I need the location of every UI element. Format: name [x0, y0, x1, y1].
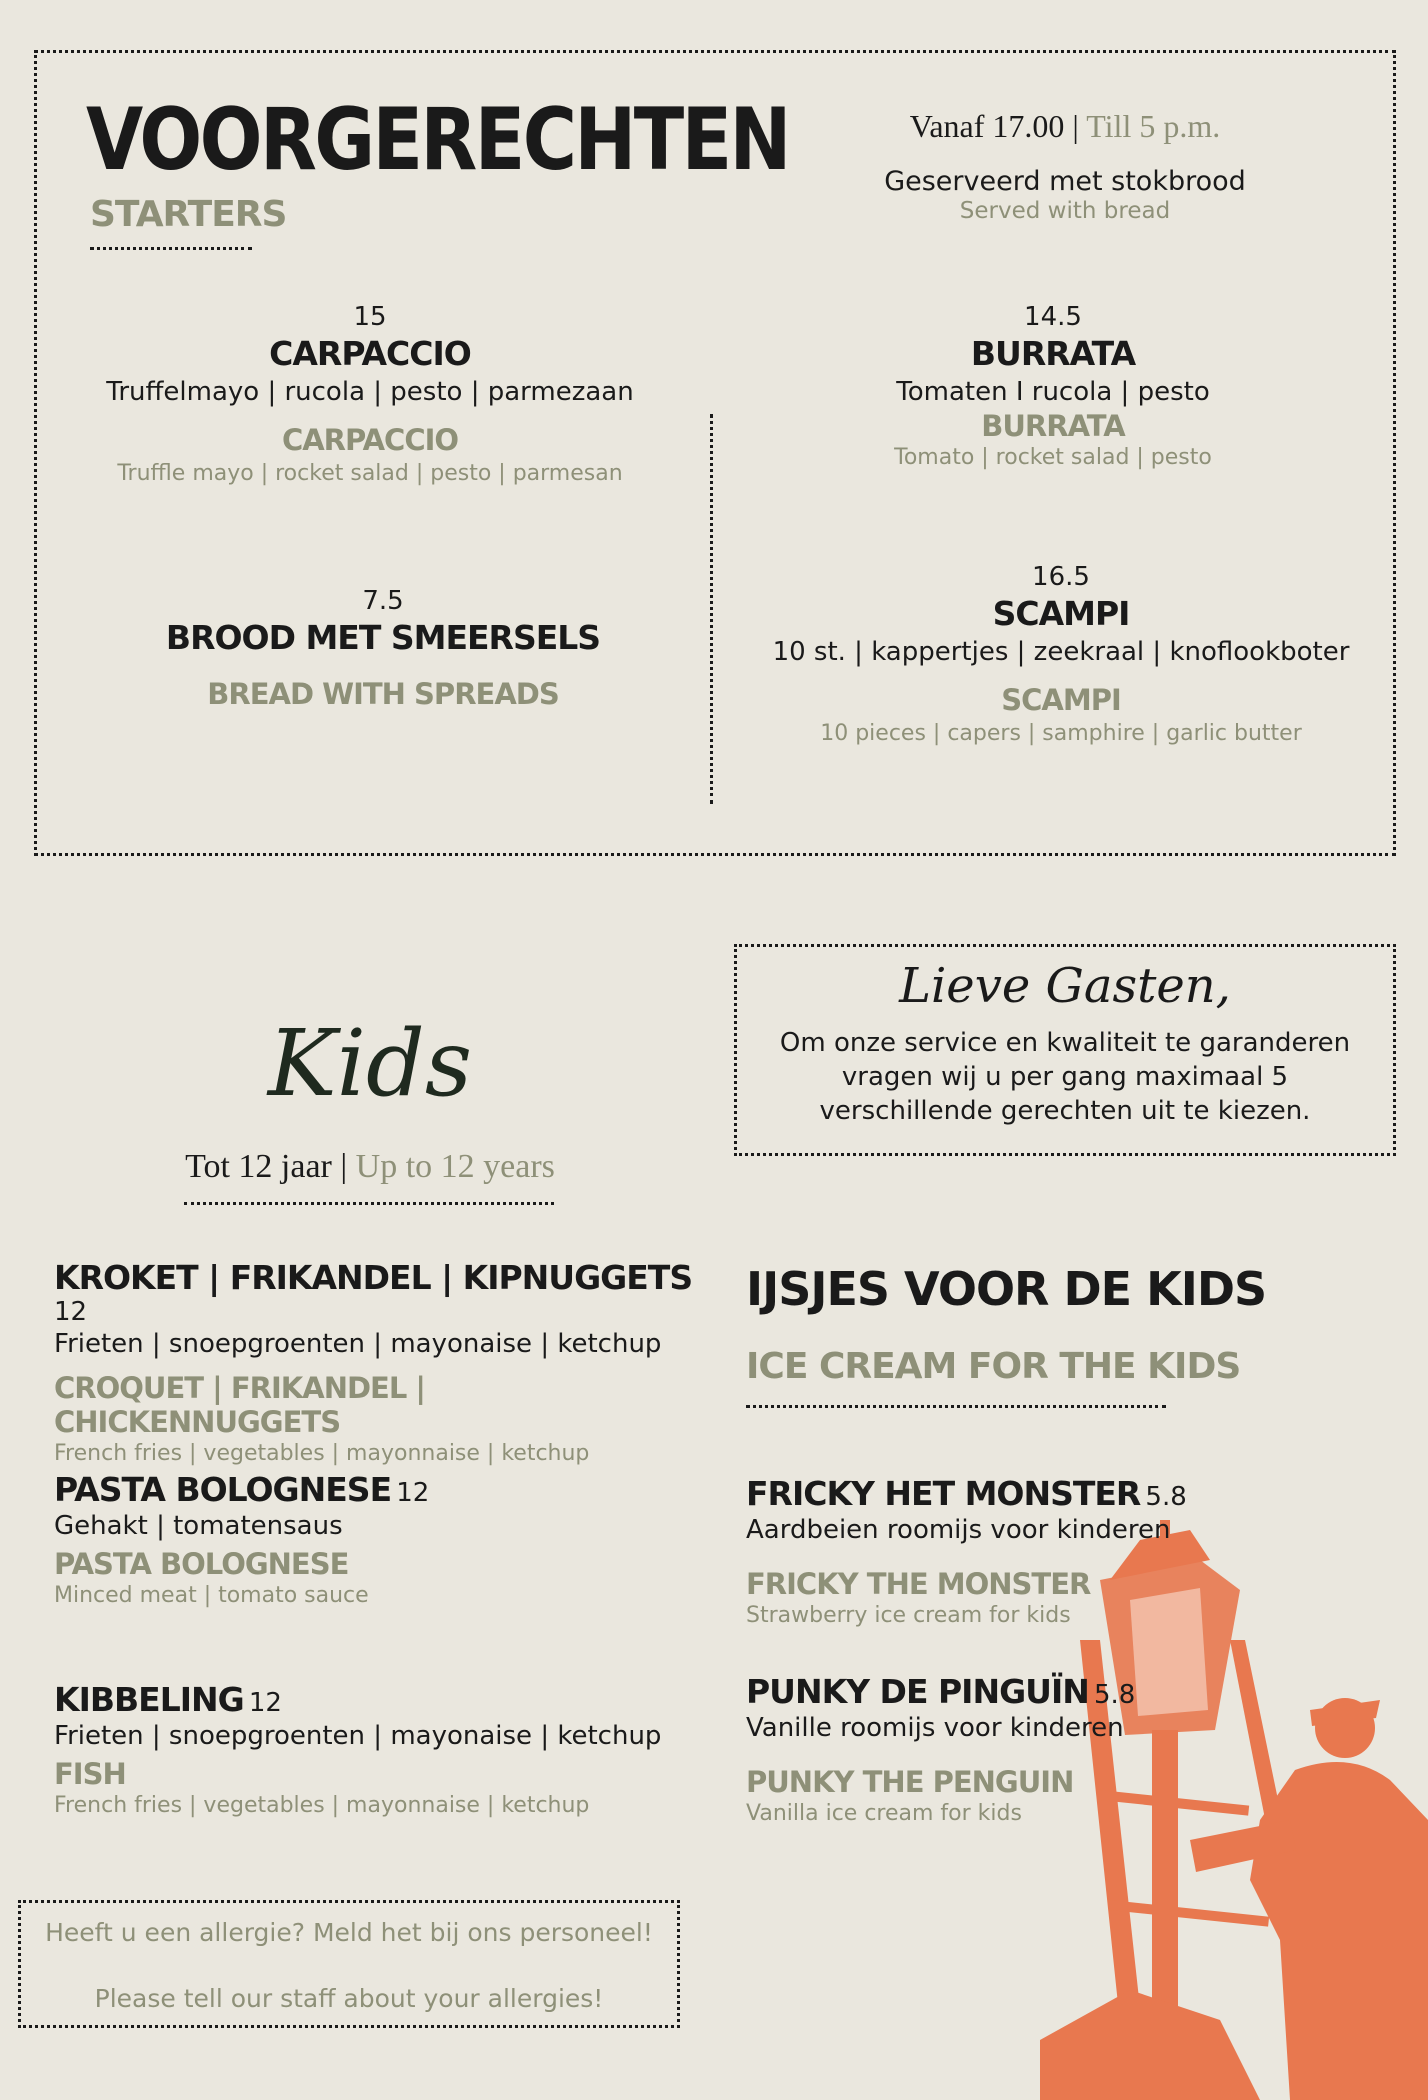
dish-desc-en: Truffle mayo | rocket salad | pesto | parmesan [117, 461, 623, 486]
allergy-en: Please tell our staff about your allergies! [94, 1984, 604, 2013]
starters-title: VOORGERECHTEN [86, 90, 789, 190]
dish-carpaccio [60, 302, 680, 486]
notice-text: Om onze service en kwaliteit te garanderen vragen wij u per gang maximaal 5 verschillende gerechten uit te kiezen. [779, 1028, 1351, 1126]
dish-price: 5.8 [1093, 1680, 1136, 1710]
starters-title-en: STARTERS [90, 194, 287, 235]
dish-name-en: FISH [54, 1757, 126, 1791]
served-nl: Geserveerd met stokbrood [884, 166, 1246, 197]
dish-price: 16.5 [1032, 562, 1090, 592]
starters-time-nl: Vanaf 17.00 [909, 108, 1065, 144]
kids-age-nl: Tot 12 jaar [185, 1148, 332, 1185]
kids-divider [184, 1202, 554, 1205]
dish-name-en: BREAD WITH SPREADS [207, 677, 559, 711]
dish-desc-nl: Tomaten I rucola | pesto [896, 377, 1210, 407]
notice-heading: Lieve Gasten, [899, 958, 1231, 1014]
dish-name: CARPACCIO [269, 334, 471, 373]
kids-item-kroket [54, 1258, 694, 1466]
dish-desc-nl: Vanille roomijs voor kinderen [746, 1713, 1124, 1743]
kids-item-kibbeling [54, 1680, 694, 1818]
kids-age-sep: | [331, 1148, 356, 1185]
dish-price: 12 [248, 1688, 282, 1718]
dish-name-en: CARPACCIO [281, 423, 459, 457]
allergy-nl: Heeft u een allergie? Meld het bij ons personeel! [45, 1918, 653, 1947]
kids-age [150, 1148, 590, 1186]
kids-age-en: Up to 12 years [355, 1148, 555, 1185]
dish-price: 7.5 [362, 586, 404, 616]
icecream-item-punky [746, 1672, 1246, 1826]
dish-name-en: FRICKY THE MONSTER [746, 1567, 1091, 1601]
dish-price: 15 [353, 302, 387, 332]
dish-desc-en: Tomato | rocket salad | pesto [894, 445, 1212, 470]
dish-name: BURRATA [970, 334, 1136, 373]
dish-name-en: SCAMPI [1001, 683, 1121, 717]
dish-name: BROOD MET SMEERSELS [165, 618, 601, 657]
dish-name-en: PUNKY THE PENGUIN [746, 1765, 1074, 1799]
kids-heading: Kids [267, 1010, 473, 1117]
dish-burrata [740, 302, 1366, 470]
dish-name: SCAMPI [992, 594, 1130, 633]
starters-title-divider [90, 247, 252, 250]
dish-price: 12 [396, 1478, 430, 1508]
dish-desc-nl: 10 st. | kappertjes | zeekraal | knoflookboter [772, 637, 1350, 667]
dish-desc-nl: Frieten | snoepgroenten | mayonaise | ketchup [54, 1329, 662, 1359]
starters-time [830, 108, 1300, 145]
dish-price: 5.8 [1145, 1482, 1187, 1512]
starters-time-en: Till 5 p.m. [1086, 108, 1221, 144]
dish-name: PUNKY DE PINGUÏN [746, 1672, 1089, 1711]
dish-desc-en: French fries | vegetables | mayonnaise | ketchup [54, 1441, 590, 1466]
dish-name: KIBBELING [54, 1680, 244, 1719]
icecream-title-en: ICE CREAM FOR THE KIDS [746, 1346, 1241, 1387]
dish-desc-en: Strawberry ice cream for kids [746, 1603, 1071, 1628]
dish-desc-en: French fries | vegetables | mayonnaise | ketchup [54, 1793, 590, 1818]
dish-desc-nl: Frieten | snoepgroenten | mayonaise | ketchup [54, 1721, 662, 1751]
dish-desc-en: Vanilla ice cream for kids [746, 1801, 1022, 1826]
dish-name: PASTA BOLOGNESE [54, 1470, 392, 1509]
served-en: Served with bread [959, 198, 1171, 224]
dish-name-en: PASTA BOLOGNESE [54, 1547, 349, 1581]
dish-desc-en: 10 pieces | capers | samphire | garlic butter [820, 721, 1302, 746]
dish-price: 14.5 [1024, 302, 1082, 332]
dish-price: 12 [54, 1297, 88, 1327]
dish-name: KROKET | FRIKANDEL | KIPNUGGETS [54, 1258, 693, 1297]
dish-name: FRICKY HET MONSTER [746, 1474, 1141, 1513]
dish-desc-nl: Gehakt | tomatensaus [54, 1511, 343, 1541]
starters-column-divider [710, 414, 713, 804]
starters-time-sep: | [1064, 108, 1087, 144]
dish-brood [60, 586, 706, 711]
dish-name-en: CROQUET | FRIKANDEL | CHICKENNUGGETS [54, 1371, 426, 1439]
icecream-item-fricky [746, 1474, 1246, 1628]
dish-desc-en: Minced meat | tomato sauce [54, 1583, 369, 1608]
kids-item-pasta [54, 1470, 694, 1608]
dish-desc-nl: Aardbeien roomijs voor kinderen [746, 1515, 1171, 1545]
dish-desc-nl: Truffelmayo | rucola | pesto | parmezaan [106, 377, 634, 407]
dish-scampi [740, 562, 1382, 746]
dish-name-en: BURRATA [981, 409, 1125, 443]
icecream-divider [746, 1405, 1166, 1408]
icecream-title: IJSJES VOOR DE KIDS [746, 1262, 1267, 1316]
